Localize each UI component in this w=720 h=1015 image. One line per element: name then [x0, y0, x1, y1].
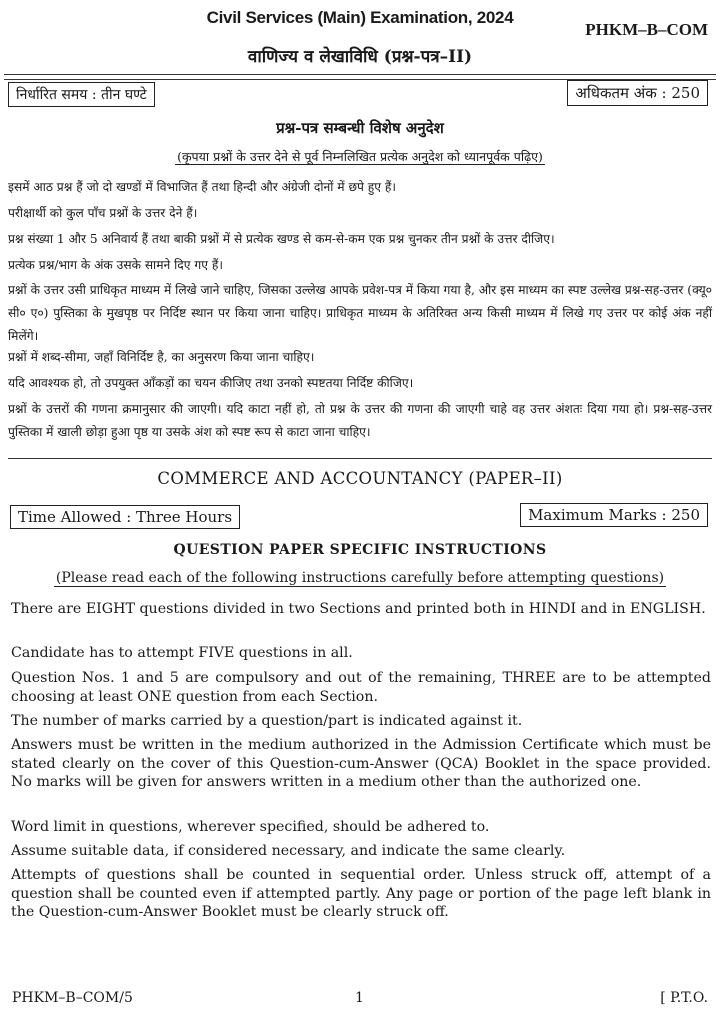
- pto-label: [ P.T.O.: [660, 990, 708, 1006]
- exam-title: Civil Services (Main) Examination, 2024: [206, 8, 514, 27]
- english-instruction: Attempts of questions shall be counted in sequential order. Unless struck off, attempt of a question shall be counted even if attempted partly. Any page or portion of the page left blank in the Question-cum-Answer Booklet must be clearly struck off.: [11, 867, 711, 920]
- subject-title-english: COMMERCE AND ACCOUNTANCY (PAPER–II): [157, 469, 563, 488]
- instructions-heading-hindi: प्रश्न-पत्र सम्बन्धी विशेष अनुदेश: [276, 119, 444, 137]
- english-instruction: Candidate has to attempt FIVE questions in all.: [11, 645, 353, 661]
- english-instruction: The number of marks carried by a question/part is indicated against it.: [11, 713, 523, 729]
- hindi-instruction: प्रश्नों के उत्तरों की गणना क्रमानुसार की जाएगी। यदि काटा नहीं हो, तो प्रश्न के उत्तर की गणना की जाएगी चाहे वह उत्तर अंशतः दिया गया हो। प्रश्न-सह-उत्तर पुस्तिका में खाली छोड़ा हुआ पृष्ठ या उसके अंश को स्पष्ट रूप से काटा जाना चाहिए।: [8, 402, 712, 439]
- hindi-instruction: यदि आवश्यक हो, तो उपयुक्त आँकड़ों का चयन कीजिए तथा उनको स्पष्टतया निर्दिष्ट कीजिए।: [8, 376, 414, 390]
- footer-paper-code: PHKM–B–COM/5: [12, 990, 133, 1006]
- time-allowed-hindi: निर्धारित समय : तीन घण्टे: [8, 82, 155, 107]
- instructions-heading-english: QUESTION PAPER SPECIFIC INSTRUCTIONS: [173, 542, 547, 558]
- page-number: 1: [355, 990, 364, 1006]
- hindi-instruction: इसमें आठ प्रश्न हैं जो दो खण्डों में विभाजित हैं तथा हिन्दी और अंग्रेजी दोनों में छपे हुए हैं।: [8, 180, 396, 194]
- paper-code: PHKM–B–COM: [585, 20, 708, 39]
- instructions-subheading-hindi: (कृपया प्रश्नों के उत्तर देने से पूर्व निम्नलिखित प्रत्येक अनुदेश को ध्यानपूर्वक पढ़िए): [177, 149, 543, 164]
- english-instruction: There are EIGHT questions divided in two Sections and printed both in HINDI and in ENGLISH.: [11, 601, 706, 617]
- subject-title-hindi: वाणिज्य व लेखाविधि (प्रश्न-पत्र–II): [247, 47, 473, 67]
- hindi-instruction: परीक्षार्थी को कुल पाँच प्रश्नों के उत्तर देने हैं।: [8, 206, 198, 220]
- hindi-instruction: प्रश्न संख्या 1 और 5 अनिवार्य हैं तथा बाकी प्रश्नों में से प्रत्येक खण्ड से कम-से-कम एक प्रश्न चुनकर तीन प्रश्नों के उत्तर दीजिए।: [8, 232, 555, 246]
- max-marks-english: Maximum Marks : 250: [520, 503, 708, 527]
- hindi-instruction: प्रत्येक प्रश्न/भाग के अंक उसके सामने दिए गए हैं।: [8, 258, 223, 272]
- instructions-subheading-english: (Please read each of the following instructions carefully before attempting questions): [55, 570, 665, 586]
- english-instruction: Assume suitable data, if considered necessary, and indicate the same clearly.: [11, 843, 566, 859]
- english-instruction: Word limit in questions, wherever specified, should be adhered to.: [11, 819, 490, 835]
- section-divider: [8, 458, 712, 459]
- english-instruction: Answers must be written in the medium authorized in the Admission Certificate which must be stated clearly on the cover of this Question-cum-Answer (QCA) Booklet in the space provided. No marks will be given for answers written in a medium other than the authorized one.: [11, 737, 711, 790]
- time-allowed-english: Time Allowed : Three Hours: [10, 505, 240, 529]
- english-instruction: Question Nos. 1 and 5 are compulsory and out of the remaining, THREE are to be attempted choosing at least ONE question from each Section.: [11, 670, 711, 705]
- max-marks-hindi: अधिकतम अंक : 250: [567, 80, 708, 106]
- hindi-instruction: प्रश्नों के उत्तर उसी प्राधिकृत माध्यम में लिखे जाने चाहिए, जिसका उल्लेख आपके प्रवेश-पत्र में किया गया है, और इस माध्यम का स्पष्ट उल्लेख प्रश्न-सह-उत्तर (क्यू० सी० ए०) पुस्तिका के मुखपृष्ठ पर निर्दिष्ट स्थान पर किया जाना चाहिए। प्राधिकृत माध्यम के अतिरिक्त अन्य किसी माध्यम में लिखे गए उत्तर पर कोई अंक नहीं मिलेंगे।: [8, 283, 712, 343]
- hindi-instruction: प्रश्नों में शब्द-सीमा, जहाँ विनिर्दिष्ट है, का अनुसरण किया जाना चाहिए।: [8, 350, 315, 364]
